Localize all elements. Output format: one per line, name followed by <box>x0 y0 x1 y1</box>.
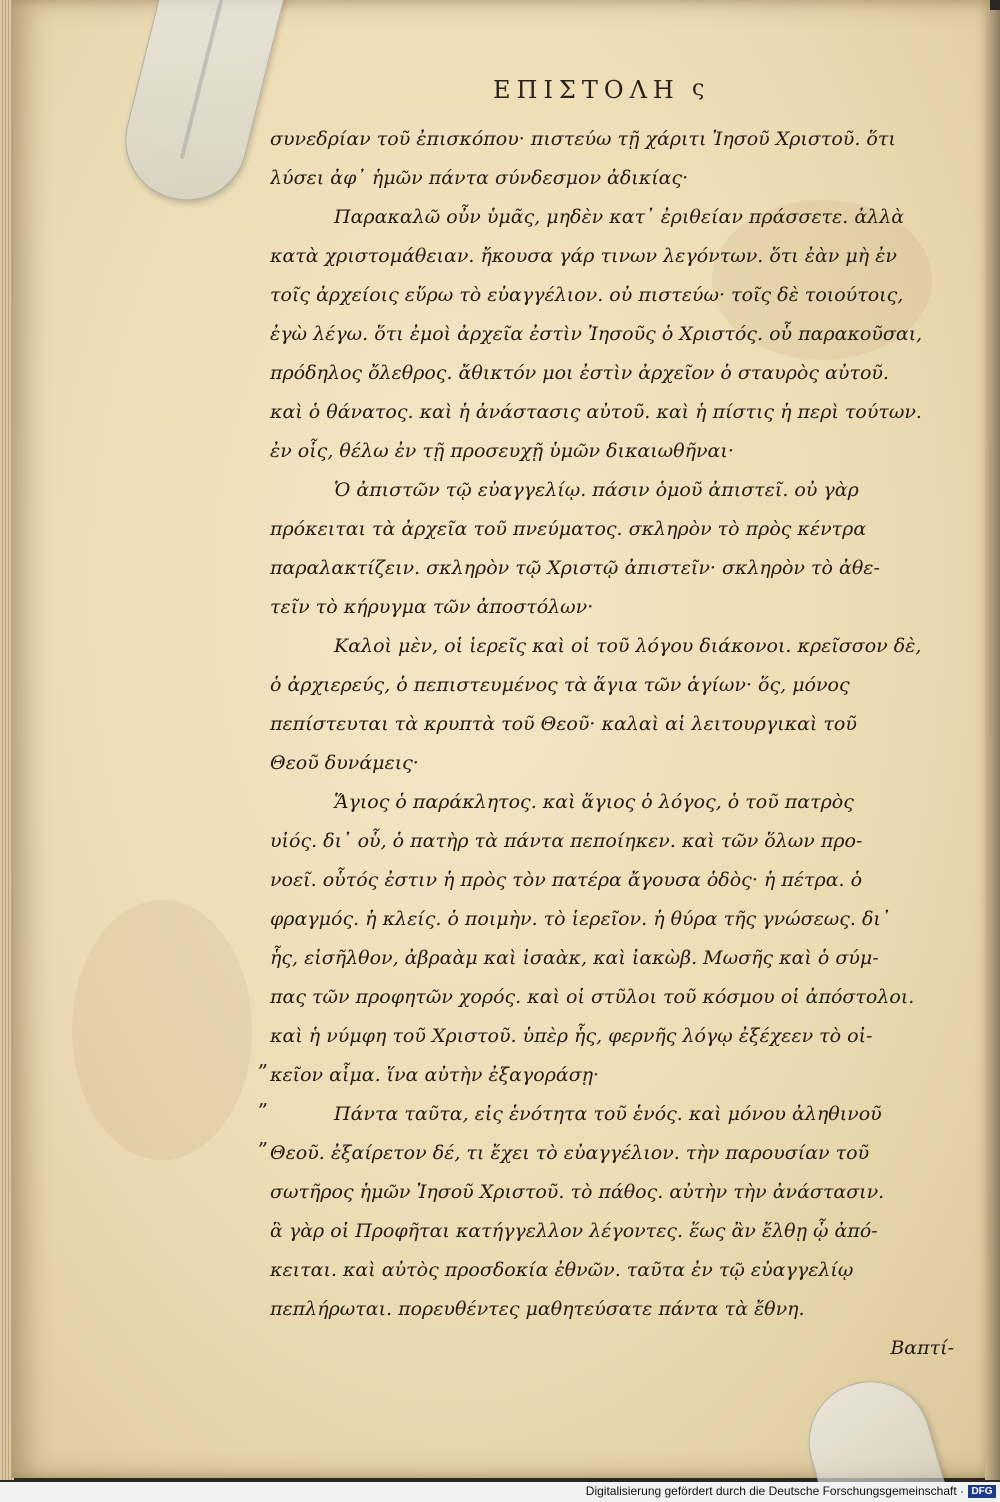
dfg-logo: DFG <box>968 1485 996 1498</box>
text-line: πας τῶν προφητῶν χορός. καὶ οἱ στῦλοι τοῦ κόσμου οἱ ἀπόστολοι. <box>270 986 915 1008</box>
text-line: λύσει ἀφ᾽ ἡμῶν πάντα σύνδεσμον ἀδικίας· <box>270 167 689 189</box>
page-number: ς <box>692 76 705 101</box>
text-block <box>270 120 960 1368</box>
text-line: ἧς, εἰσῆλθον, ἀβραὰμ καὶ ἰσαὰκ, καὶ ἰακὼβ. Μωσῆς καὶ ὁ σύμ- <box>270 947 879 969</box>
text-line: Καλοὶ μὲν, οἱ ἱερεῖς καὶ οἱ τοῦ λόγου διάκονοι. κρεῖσσον δὲ, <box>334 635 922 657</box>
text-line: Θεοῦ. ἐξαίρετον δέ, τι ἔχει τὸ εὐαγγέλιον. τὴν παρουσίαν τοῦ <box>270 1142 870 1164</box>
text-line: καὶ ἡ νύμφη τοῦ Χριστοῦ. ὑπὲρ ἧς, φερνῆς λόγῳ ἐξέχεεν τὸ οἰ- <box>270 1025 873 1047</box>
text-line: κειται. καὶ αὐτὸς προσδοκία ἐθνῶν. ταῦτα ἐν τῷ εὐαγγελίῳ <box>270 1259 854 1281</box>
text-line: πεπίστευται τὰ κρυπτὰ τοῦ Θεοῦ· καλαὶ αἱ λειτουργικαὶ τοῦ <box>270 713 857 735</box>
text-line: υἱός. δι᾽ οὗ, ὁ πατὴρ τὰ πάντα πεποίηκεν. καὶ τῶν ὅλων προ- <box>270 830 863 852</box>
text-line: ἐγὼ λέγω. ὅτι ἐμοὶ ἀρχεῖα ἐστὶν Ἰησοῦς ὁ Χριστός. οὗ παρακοῦσαι, <box>270 323 923 345</box>
quote-mark: „ <box>258 1047 269 1071</box>
catchword: Βαπτί- <box>890 1337 954 1359</box>
quote-mark: „ <box>258 1125 269 1149</box>
text-line: Θεοῦ δυνάμεις· <box>270 752 419 774</box>
text-line: κατὰ χριστομάθειαν. ἤκουσα γάρ τινων λεγόντων. ὅτι ἐὰν μὴ ἐν <box>270 245 897 267</box>
text-line: Πάντα ταῦτα, εἰς ἑνότητα τοῦ ἑνός. καὶ μόνου ἀληθινοῦ <box>334 1103 882 1125</box>
text-line: καὶ ὁ θάνατος. καὶ ἡ ἀνάστασις αὐτοῦ. καὶ ἡ πίστις ἡ περὶ τούτων. <box>270 401 922 423</box>
text-line: ἐν οἷς, θέλω ἐν τῇ προσευχῇ ὑμῶν δικαιωθῆναι· <box>270 440 734 462</box>
text-line: παραλακτίζειν. σκληρὸν τῷ Χριστῷ ἀπιστεῖν· σκληρὸν τὸ ἀθε- <box>270 557 880 579</box>
text-line: κεῖον αἷμα. ἵνα αὐτὴν ἐξαγοράσῃ· <box>270 1064 600 1086</box>
text-line: σωτῆρος ἡμῶν Ἰησοῦ Χριστοῦ. τὸ πάθος. αὐτὴν τὴν ἀνάστασιν. <box>270 1181 885 1203</box>
text-line: συνεδρίαν τοῦ ἐπισκόπου· πιστεύω τῇ χάριτι Ἰησοῦ Χριστοῦ. ὅτι <box>270 128 896 150</box>
text-line: ὁ ἀρχιερεύς, ὁ πεπιστευμένος τὰ ἅγια τῶν ἁγίων· ὅς, μόνος <box>270 674 850 696</box>
quote-mark: „ <box>258 1086 269 1110</box>
text-line: Παρακαλῶ οὖν ὑμᾶς, μηδὲν κατ᾽ ἐριθείαν πράσσετε. ἀλλὰ <box>334 206 905 228</box>
page-right-edge <box>985 10 1000 1480</box>
paper-stain <box>72 900 252 1160</box>
quote-marks <box>258 1040 278 1157</box>
text-line: Ἅγιος ὁ παράκλητος. καὶ ἅγιος ὁ λόγος, ὁ τοῦ πατρὸς <box>334 791 854 813</box>
text-line: Ὁ ἀπιστῶν τῷ εὐαγγελίῳ. πάσιν ὁμοῦ ἀπιστεῖ. οὐ γὰρ <box>334 479 859 501</box>
footer-bar <box>0 1482 1000 1502</box>
text-line: πρόδηλος ὄλεθρος. ἄθικτόν μοι ἐστὶν ἀρχεῖον ὁ σταυρὸς αὐτοῦ. <box>270 362 889 384</box>
text-line: φραγμός. ἡ κλείς. ὁ ποιμὴν. τὸ ἱερεῖον. ἡ θύρα τῆς γνώσεως. δι᾽ <box>270 908 891 930</box>
text-line: τεῖν τὸ κήρυγμα τῶν ἀποστόλων· <box>270 596 594 618</box>
text-line: πεπλήρωται. πορευθέντες μαθητεύσατε πάντα τὰ ἔθνη. <box>270 1298 805 1320</box>
text-line: ἃ γὰρ οἱ Προφῆται κατήγγελλον λέγοντες. ἕως ἂν ἔλθῃ ᾧ ἀπό- <box>270 1220 878 1242</box>
text-line: τοῖς ἀρχείοις εὕρω τὸ εὐαγγέλιον. οὐ πιστεύω· τοῖς δὲ τοιούτοις, <box>270 284 904 306</box>
text-line: πρόκειται τὰ ἀρχεῖα τοῦ πνεύματος. σκληρὸν τὸ πρὸς κέντρα <box>270 518 867 540</box>
footer-credit: Digitalisierung gefördert durch die Deutsche Forschungsgemeinschaft · <box>585 1484 964 1498</box>
running-head: ΕΠΙΣΤΟΛΗ <box>493 76 680 104</box>
text-line: νοεῖ. οὗτός ἐστιν ἡ πρὸς τὸν πατέρα ἄγουσα ὁδὸς· ἡ πέτρα. ὁ <box>270 869 863 891</box>
